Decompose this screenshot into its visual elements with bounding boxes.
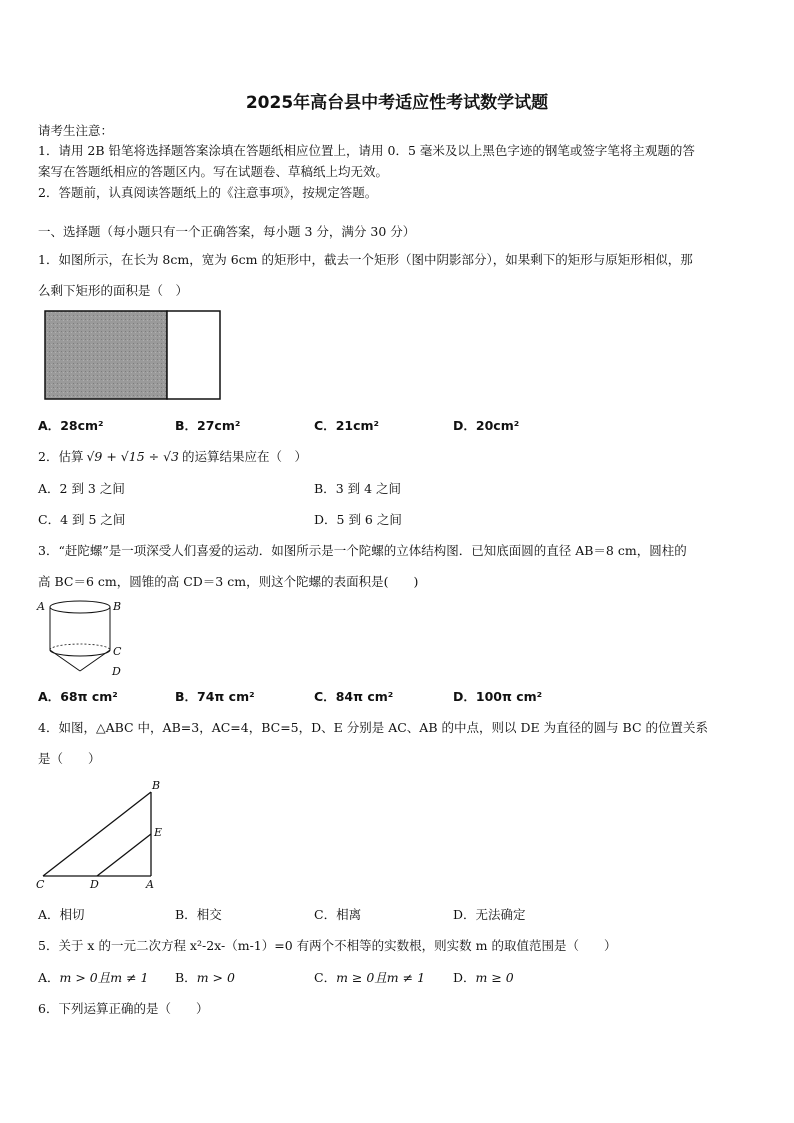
q5-option-a: A．m > 0且m ≠ 1 <box>38 970 149 985</box>
q1-option-b: B．27cm² <box>175 418 241 433</box>
question-6: 6．下列运算正确的是（ ） <box>38 1001 209 1016</box>
shaded-rectangle <box>45 311 167 399</box>
question-5: 5．关于 x 的一元二次方程 x²-2x-（m-1）=0 有两个不相等的实数根，则实数 m 的取值范围是（ ） <box>38 938 617 953</box>
notice-heading: 请考生注意： <box>38 123 114 138</box>
q5-option-c: C．m ≥ 0且m ≠ 1 <box>314 970 426 985</box>
q2-option-c: C．4 到 5 之间 <box>38 512 126 527</box>
q3-option-d: D．100π cm² <box>453 689 543 704</box>
q5-option-b: B．m > 0 <box>175 970 235 985</box>
question-4-line-1: 4．如图，△ABC 中，AB=3，AC=4，BC=5，D、E 分别是 AC、AB 的中点，则以 DE 为直径的圆与 BC 的位置关系 <box>38 720 709 735</box>
q5-option-d: D．m ≥ 0 <box>453 970 514 985</box>
question-3-figure <box>36 598 136 680</box>
q1-option-c: C．21cm² <box>314 418 379 433</box>
label-b: B <box>113 600 122 613</box>
q1-option-d: D．20cm² <box>453 418 520 433</box>
q2-expression: √9 + √15 ÷ √3 <box>86 449 180 464</box>
q4-option-c: C．相离 <box>314 907 362 922</box>
question-3-line-1: 3．“赶陀螺”是一项深受人们喜爱的运动．如图所示是一个陀螺的立体结构图．已知底面圆的直径 AB＝8 cm，圆柱的 <box>38 543 687 558</box>
label-d: D <box>112 665 121 678</box>
question-4-line-2: 是（ ） <box>38 751 101 766</box>
question-2: 2．估算 √9 + √15 ÷ √3 的运算结果应在（ ） <box>38 449 308 464</box>
label-c: C <box>36 878 45 891</box>
notice-item-1-line-2: 案写在答题纸相应的答题区内。写在试题卷、草稿纸上均无效。 <box>38 164 389 179</box>
label-a: A <box>37 600 45 613</box>
q2-option-d: D．5 到 6 之间 <box>314 512 402 527</box>
q4-option-b: B．相交 <box>175 907 222 922</box>
q2-option-a: A．2 到 3 之间 <box>38 481 125 496</box>
label-a: A <box>146 878 154 891</box>
notice-item-1-line-1: 1．请用 2B 铅笔将选择题答案涂填在答题纸相应位置上，请用 0．5 毫米及以上黑色字迹的钢笔或签字笔将主观题的答 <box>38 143 695 158</box>
q4-option-a: A．相切 <box>38 907 85 922</box>
label-d: D <box>90 878 99 891</box>
remaining-rectangle <box>167 311 220 399</box>
q1-option-a: A．28cm² <box>38 418 104 433</box>
question-1-line-2: 么剩下矩形的面积是（ ） <box>38 283 189 298</box>
q4-option-d: D．无法确定 <box>453 907 526 922</box>
question-4-figure <box>36 778 176 893</box>
section-heading: 一、选择题（每小题只有一个正确答案，每小题 3 分，满分 30 分） <box>38 224 416 239</box>
question-1-line-1: 1．如图所示，在长为 8cm，宽为 6cm 的矩形中，截去一个矩形（图中阴影部分），如果剩下的矩形与原矩形相似，那 <box>38 252 693 267</box>
question-3-line-2: 高 BC＝6 cm，圆锥的高 CD＝3 cm，则这个陀螺的表面积是( ) <box>38 574 419 589</box>
notice-item-2: 2．答题前，认真阅读答题纸上的《注意事项》，按规定答题。 <box>38 185 378 200</box>
q2-option-b: B．3 到 4 之间 <box>314 481 402 496</box>
label-c: C <box>113 645 122 658</box>
label-b: B <box>152 779 161 792</box>
q3-option-b: B．74π cm² <box>175 689 255 704</box>
question-1-figure <box>44 310 229 405</box>
page-title: 2025年高台县中考适应性考试数学试题 <box>245 93 549 113</box>
q3-option-c: C．84π cm² <box>314 689 394 704</box>
label-e: E <box>154 826 163 839</box>
q3-option-a: A．68π cm² <box>38 689 118 704</box>
